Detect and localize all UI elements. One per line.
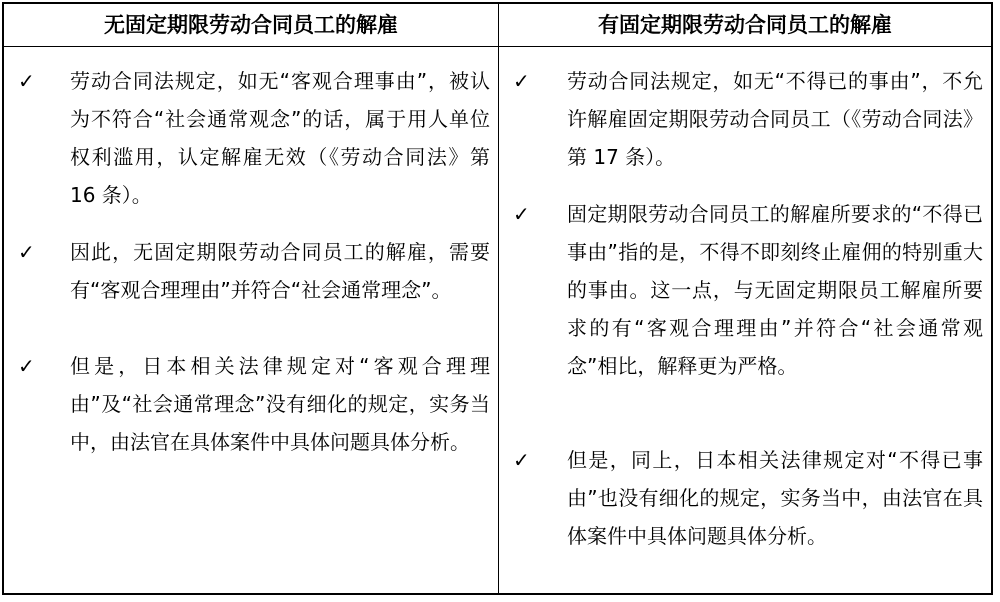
checkmark-icon: ✓ <box>513 448 530 472</box>
right-column-header: 有固定期限劳动合同员工的解雇 <box>598 13 892 37</box>
list-item-text: 但是，日本相关法律规定对“客观合理理由”及“社会通常理念”没有细化的规定，实务当中，由法官在具体案件中具体问题具体分析。 <box>70 354 490 454</box>
checkmark-icon: ✓ <box>513 202 530 226</box>
right-column-body <box>499 47 991 593</box>
checkmark-icon: ✓ <box>513 69 530 93</box>
list-item-text: 因此，无固定期限劳动合同员工的解雇，需要有“客观合理理由”并符合“社会通常理念”。 <box>70 240 490 302</box>
left-column-body <box>4 47 498 593</box>
list-item-text: 劳动合同法规定，如无“客观合理事由”，被认为不符合“社会通常观念”的话，属于用人单位权利滥用，认定解雇无效（《劳动合同法》第 16 条）。 <box>70 69 490 207</box>
list-item-text: 但是，同上，日本相关法律规定对“不得已事由”也没有细化的规定，实务当中，由法官在具体案件中具体问题具体分析。 <box>567 448 983 548</box>
checkmark-icon: ✓ <box>18 240 35 264</box>
list-item-text: 固定期限劳动合同员工的解雇所要求的“不得已事由”指的是，不得不即刻终止雇佣的特别重大的事由。这一点，与无固定期限员工解雇所要求的有“客观合理理由”并符合“社会通常观念”相比，解释更为严格。 <box>567 202 983 378</box>
left-column-header: 无固定期限劳动合同员工的解雇 <box>104 13 398 37</box>
checkmark-icon: ✓ <box>18 354 35 378</box>
checkmark-icon: ✓ <box>18 69 35 93</box>
list-item-text: 劳动合同法规定，如无“不得已的事由”，不允许解雇固定期限劳动合同员工（《劳动合同法》第 17 条）。 <box>567 69 983 169</box>
comparison-table <box>2 2 993 595</box>
